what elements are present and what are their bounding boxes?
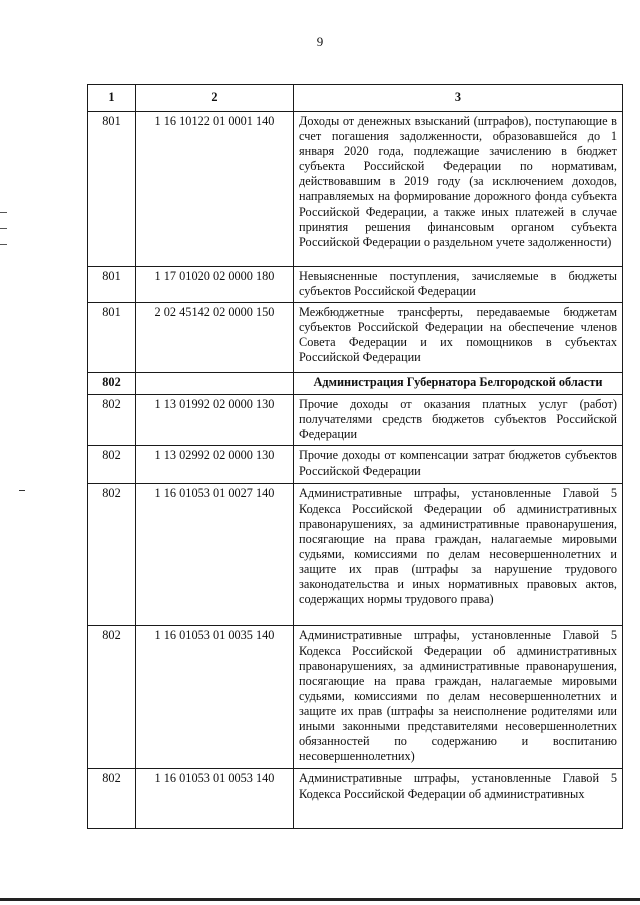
- revenue-code-cell: 1 17 01020 02 0000 180: [136, 267, 294, 303]
- admin-code-cell: 802: [88, 484, 136, 626]
- admin-code-cell: 802: [88, 626, 136, 769]
- revenue-code-cell: 1 16 10122 01 0001 140: [136, 112, 294, 267]
- column-header-1: 1: [88, 85, 136, 112]
- administrator-name-cell: Администрация Губернатора Белгородской области: [294, 373, 623, 395]
- admin-code-cell: 801: [88, 112, 136, 267]
- table-header-row: [88, 85, 623, 112]
- revenue-code-cell: [136, 373, 294, 395]
- column-header-3: 3: [294, 85, 623, 112]
- scan-dash-mark: [19, 490, 25, 491]
- admin-code-cell: 802: [88, 395, 136, 446]
- scan-bottom-border: [0, 898, 640, 901]
- table-row: [88, 446, 623, 484]
- revenue-code-cell: 1 16 01053 01 0053 140: [136, 769, 294, 829]
- revenue-name-cell: Административные штрафы, установленные Главой 5 Кодекса Российской Федерации об административных правонарушениях, за административные правонарушения, посягающие на права граждан, налагаемые мировыми судьями, комиссиями по делам несовершеннолетних и защите их прав (штрафы за неисполнение родителями или иными законными представителями несовершеннолетних обязанностей по содержанию и воспитанию несовершеннолетних): [294, 626, 623, 769]
- revenue-name-cell: Прочие доходы от оказания платных услуг (работ) получателями средств бюджетов субъектов Российской Федерации: [294, 395, 623, 446]
- revenue-name-cell: Административные штрафы, установленные Главой 5 Кодекса Российской Федерации об административных: [294, 769, 623, 829]
- revenue-code-cell: 1 13 02992 02 0000 130: [136, 446, 294, 484]
- admin-code-cell: 802: [88, 446, 136, 484]
- revenue-name-cell: Прочие доходы от компенсации затрат бюджетов субъектов Российской Федерации: [294, 446, 623, 484]
- admin-code-cell: 802: [88, 373, 136, 395]
- table-row: [88, 395, 623, 446]
- scan-edge-mark: [0, 244, 7, 245]
- revenue-code-cell: 1 13 01992 02 0000 130: [136, 395, 294, 446]
- revenue-name-cell: Административные штрафы, установленные Главой 5 Кодекса Российской Федерации об административных правонарушениях, за административные правонарушения, посягающие на права граждан, налагаемые мировыми судьями, комиссиями по делам несовершеннолетних и защите их прав (штрафы за нарушение трудового законодательства и иных нормативных правовых актов, содержащих нормы трудового права): [294, 484, 623, 626]
- section-header-row: [88, 373, 623, 395]
- revenue-code-cell: 2 02 45142 02 0000 150: [136, 303, 294, 373]
- table-row: [88, 303, 623, 373]
- scan-edge-mark: [0, 228, 7, 229]
- table-row: [88, 484, 623, 626]
- revenue-name-cell: Доходы от денежных взысканий (штрафов), поступающие в счет погашения задолженности, образовавшейся до 1 января 2020 года, подлежащие зачислению в бюджет субъекта Российской Федерации по нормативам, действовавшим в 2019 году (за исключением доходов, направляемых на формирование дорожного фонда субъекта Российской Федерации, а также иных платежей в случае принятия решения финансовым органом субъекта Российской Федерации о раздельном учете задолженности): [294, 112, 623, 267]
- revenue-codes-table: [87, 84, 623, 829]
- revenue-name-cell: Невыясненные поступления, зачисляемые в бюджеты субъектов Российской Федерации: [294, 267, 623, 303]
- revenue-name-cell: Межбюджетные трансферты, передаваемые бюджетам субъектов Российской Федерации на обеспечение членов Совета Федерации и их помощников в субъектах Российской Федерации: [294, 303, 623, 373]
- table-row: [88, 626, 623, 769]
- table-row: [88, 112, 623, 267]
- admin-code-cell: 801: [88, 267, 136, 303]
- admin-code-cell: 801: [88, 303, 136, 373]
- column-header-2: 2: [136, 85, 294, 112]
- admin-code-cell: 802: [88, 769, 136, 829]
- table-row: [88, 267, 623, 303]
- table-row: [88, 769, 623, 829]
- scan-edge-mark: [0, 212, 7, 213]
- page-number: 9: [316, 34, 324, 49]
- revenue-code-cell: 1 16 01053 01 0027 140: [136, 484, 294, 626]
- revenue-code-cell: 1 16 01053 01 0035 140: [136, 626, 294, 769]
